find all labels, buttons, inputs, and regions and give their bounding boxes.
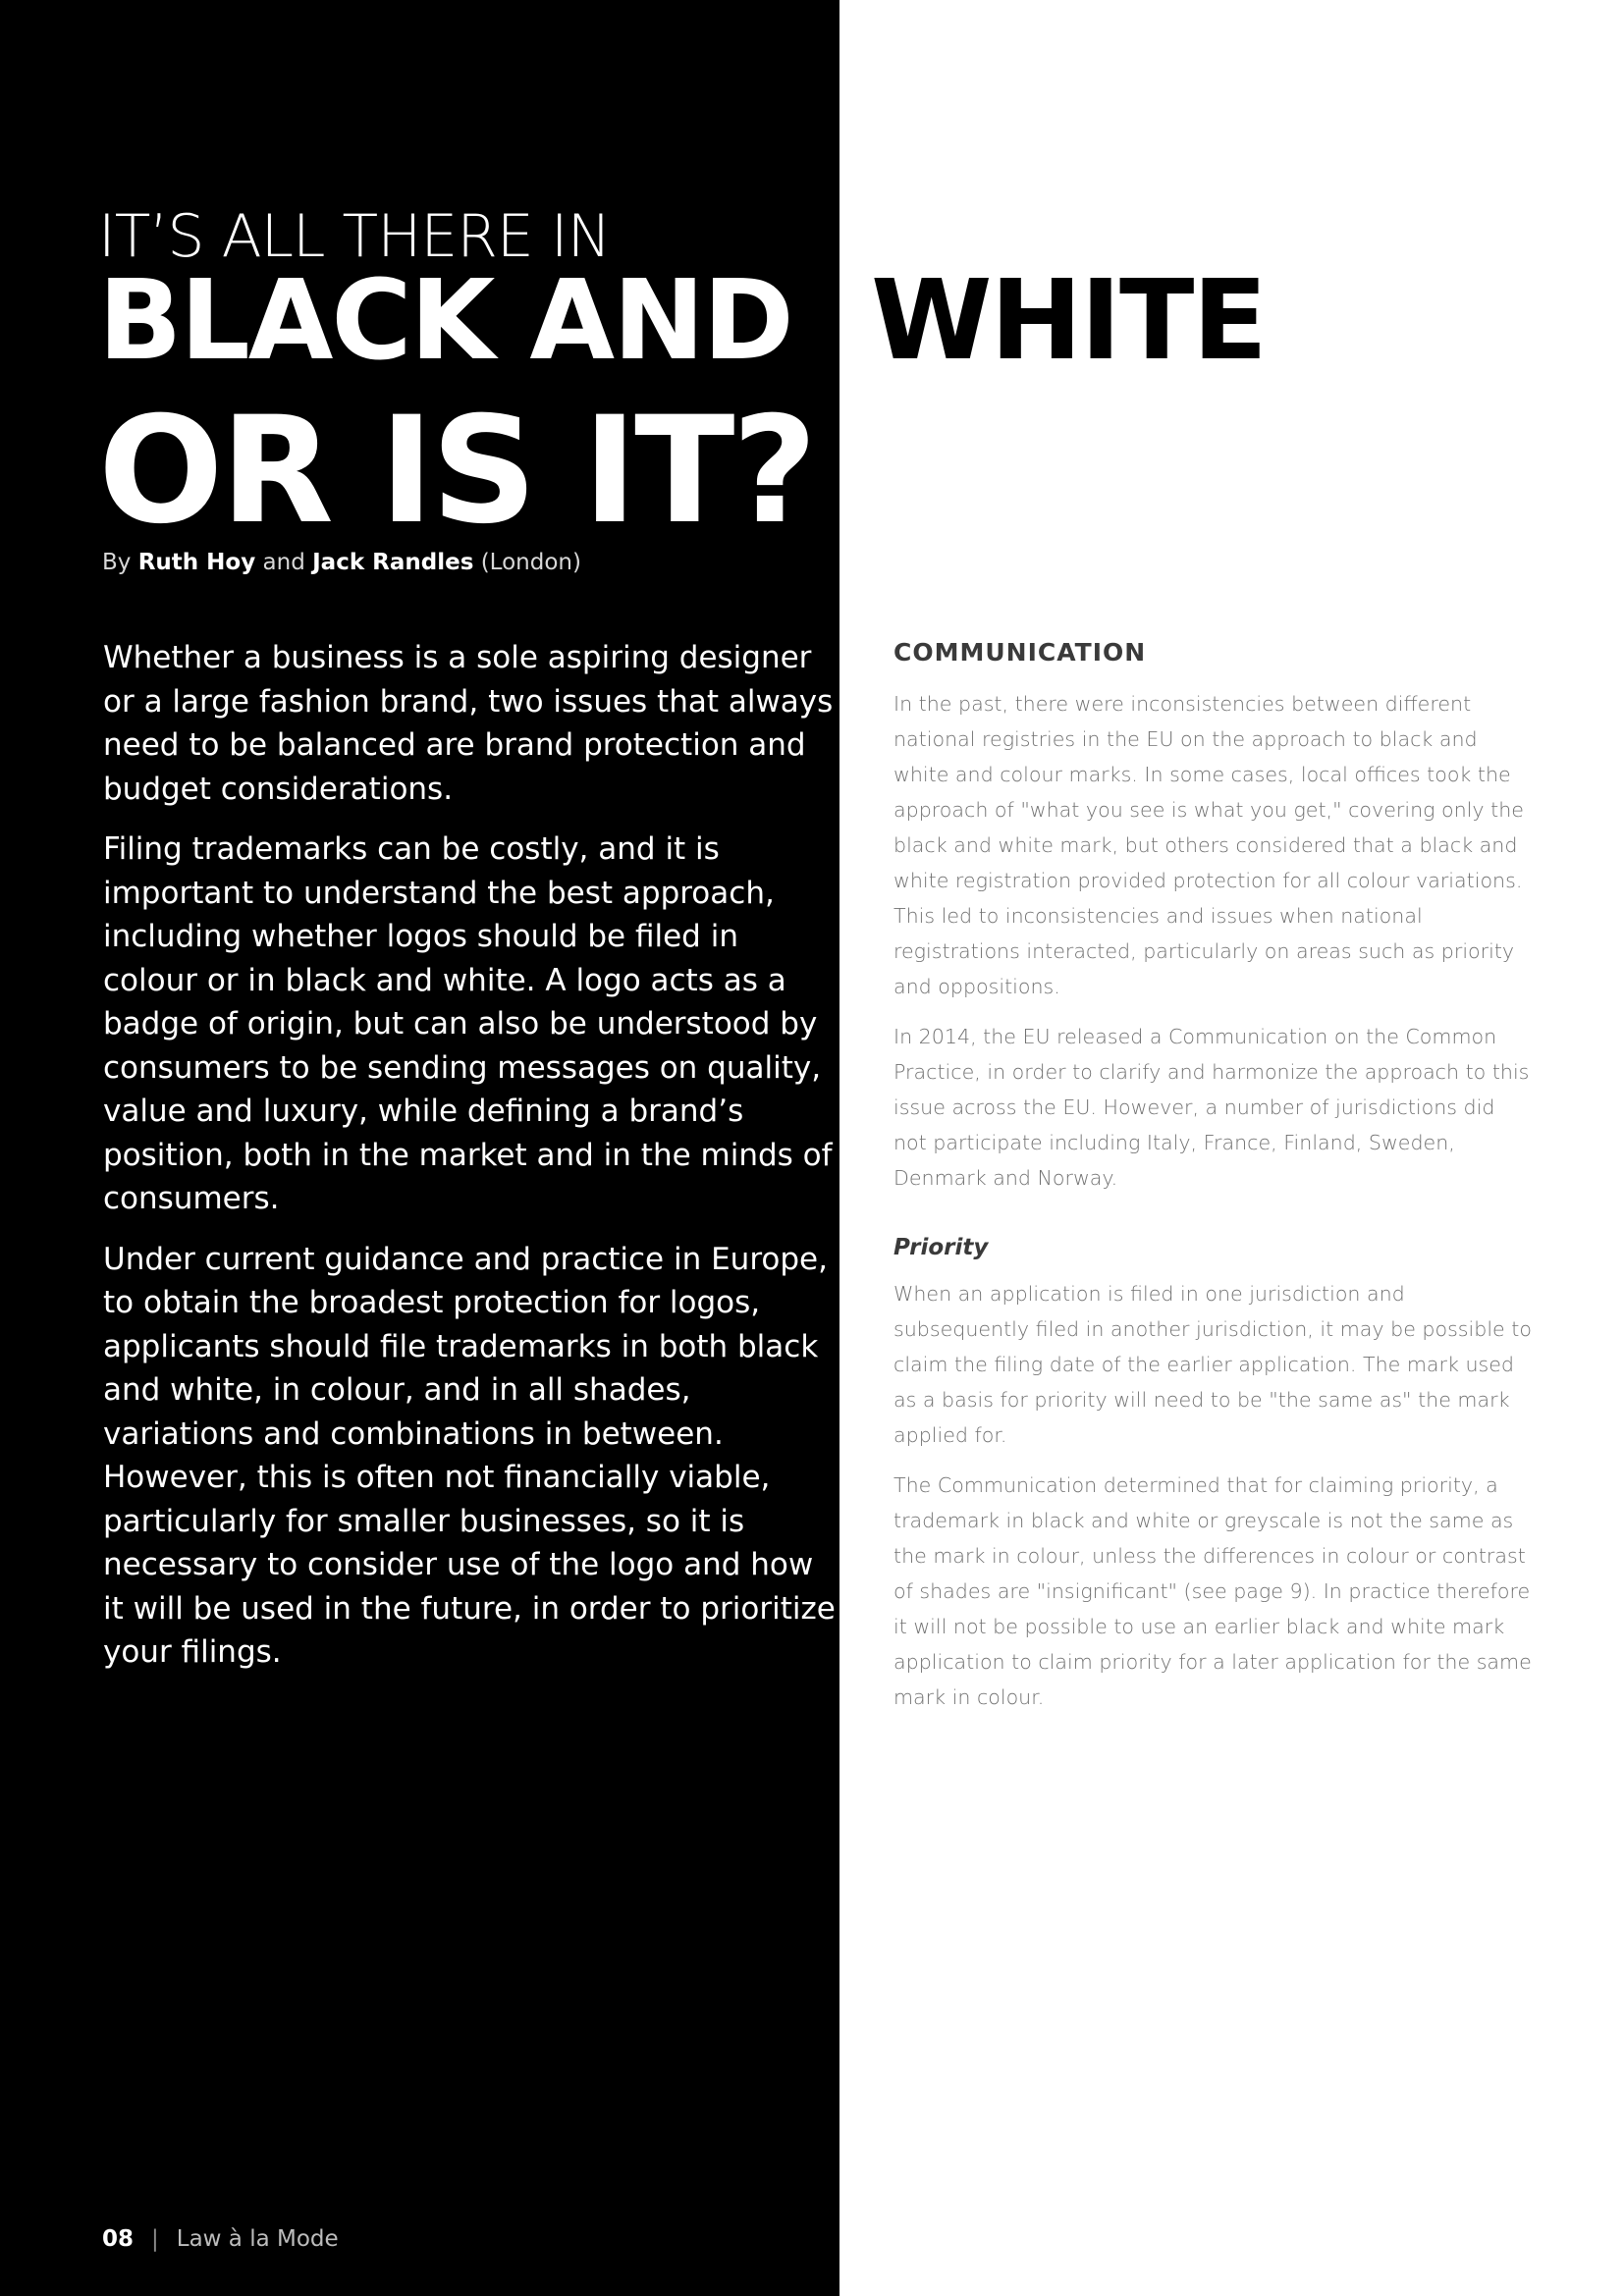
priority-heading: Priority	[893, 1235, 989, 1260]
headline-or-is-it: OR IS IT?	[98, 386, 815, 557]
communication-paragraph: In the past, there were inconsistencies between different national registries in the EU on the approach to black and white and colour marks. In some cases, local offices took the approach of "what you see is what you get," covering only the black and white mark, but others considered that a black and white registration provided protection for all colour variations. This led to inconsistencies and issues when national registrations interacted, particularly on areas such as priority and oppositions.	[893, 692, 1524, 998]
headline-white: WHITE	[871, 257, 1266, 385]
headline-kicker: IT’S ALL THERE IN	[98, 202, 611, 271]
page-footer	[102, 2226, 339, 2252]
publication-title: Law à la Mode	[176, 2226, 339, 2252]
byline-prefix: By	[102, 550, 132, 575]
intro-paragraph: Under current guidance and practice in Europe, to obtain the broadest protection for logos, applicants should file trademarks in both black and white, in colour, and in all shades, variations and combinations in between. However, this is often not financially viable, particularly for smaller businesses, so it is necessary to consider use of the logo and how it will be used in the future, in order to prioritize your filings.	[103, 1241, 836, 1670]
right-column	[893, 638, 1532, 1730]
communication-heading: COMMUNICATION	[893, 638, 1147, 667]
priority-paragraph: The Communication determined that for claiming priority, a trademark in black and white or greyscale is not the same as the mark in colour, unless the differences in colour or contrast of shades are "insignificant" (see page 9). In practice therefore it will not be possible to use an earlier black and white mark application to claim priority for a later application for the same mark in colour.	[893, 1473, 1532, 1709]
communication-paragraph: In 2014, the EU released a Communication on the Common Practice, in order to clarify and harmonize the approach to this issue across the EU. However, a number of jurisdictions did not participate including Italy, France, Finland, Sweden, Denmark and Norway.	[893, 1025, 1530, 1190]
byline-author-2: Jack Randles	[312, 550, 474, 575]
footer-separator: |	[151, 2226, 159, 2252]
intro-paragraph: Filing trademarks can be costly, and it is important to understand the best approach, including whether logos should be filed in colour or in black and white. A logo acts as a badge of origin, but can also be understood by consumers to be sending messages on quality, value and luxury, while defining a brand’s position, both in the market and in the minds of consumers.	[103, 831, 833, 1216]
byline-author-1: Ruth Hoy	[137, 550, 256, 575]
intro-text	[103, 636, 839, 1691]
headline-black-and: BLACK AND	[98, 257, 792, 385]
byline	[102, 550, 581, 575]
byline-location: (London)	[480, 550, 581, 575]
page-number: 08	[102, 2226, 135, 2252]
priority-paragraph: When an application is filed in one jurisdiction and subsequently filed in another jurisdiction, it may be possible to claim the filing date of the earlier application. The mark used as a basis for priority will need to be "the same as" the mark applied for.	[893, 1282, 1532, 1447]
byline-conjunction: and	[262, 550, 305, 575]
intro-paragraph: Whether a business is a sole aspiring designer or a large fashion brand, two issues that always need to be balanced are brand protection and budget considerations.	[103, 640, 834, 807]
